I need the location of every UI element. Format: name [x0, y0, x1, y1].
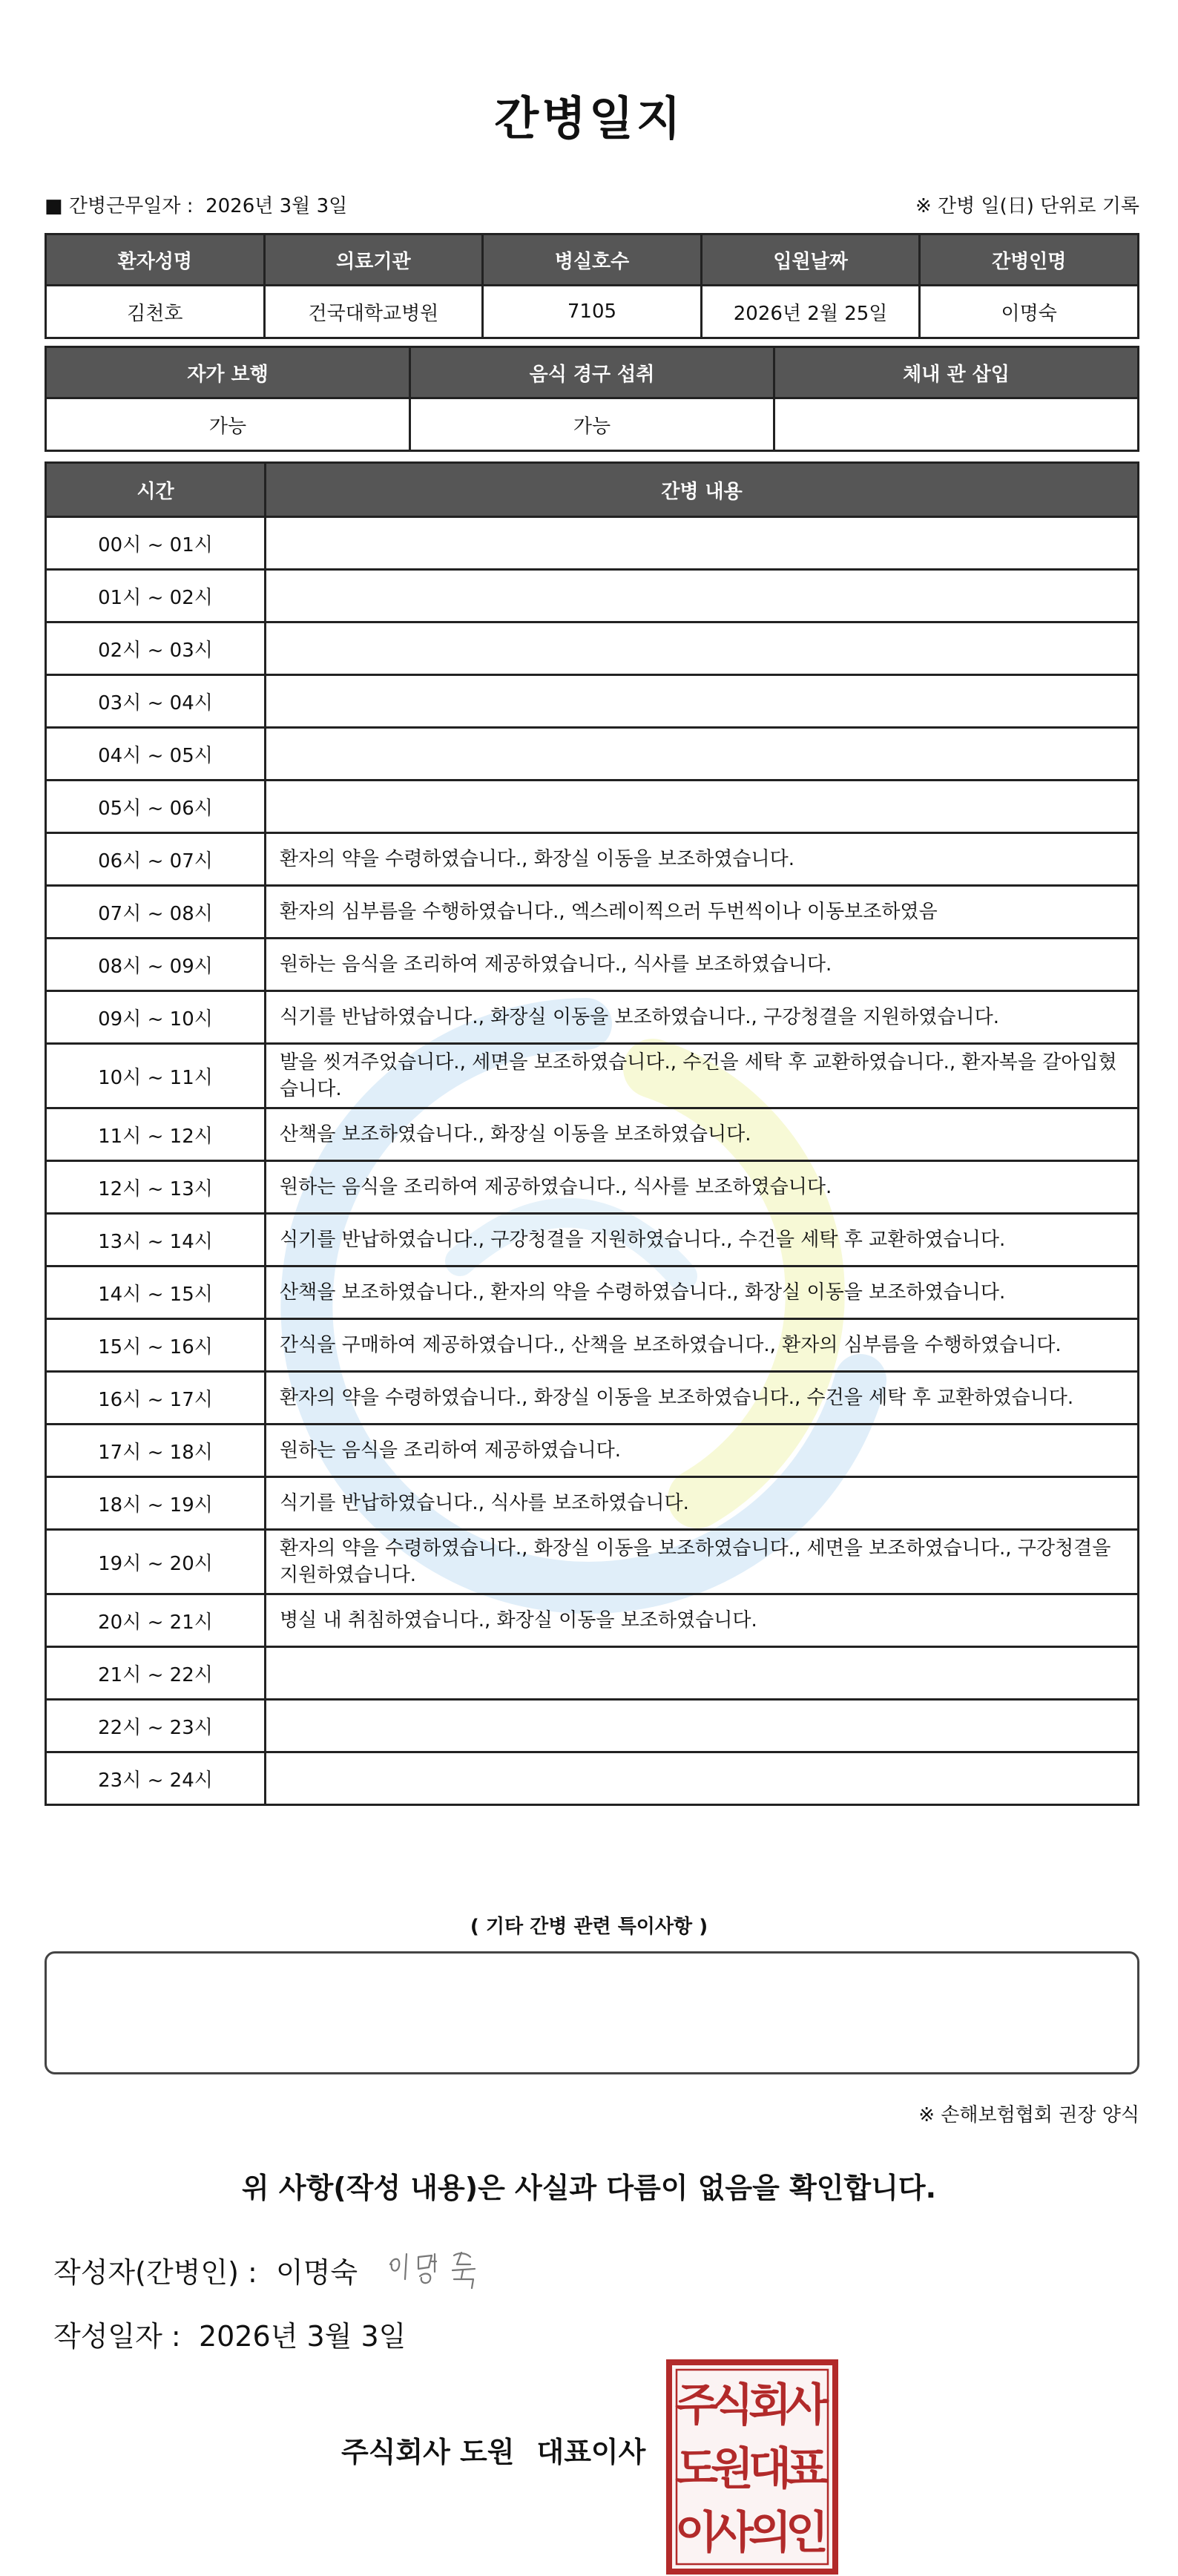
table-row	[46, 622, 1139, 675]
table-row	[46, 1477, 1139, 1530]
svg-text:도: 도	[675, 2443, 718, 2495]
patient-status-table	[45, 346, 1139, 452]
log-time: 21시 ~ 22시	[46, 1647, 266, 1700]
log-time: 07시 ~ 08시	[46, 886, 266, 939]
log-content: 환자의 약을 수령하였습니다., 화장실 이동을 보조하였습니다.	[266, 833, 1139, 886]
table-row	[46, 1266, 1139, 1319]
log-content: 환자의 약을 수령하였습니다., 화장실 이동을 보조하였습니다., 수건을 세탁 후 교환하였습니다.	[266, 1372, 1139, 1425]
table-row	[46, 781, 1139, 833]
log-content	[266, 622, 1139, 675]
table-row	[46, 1108, 1139, 1161]
confirmation-statement: 위 사항(작성 내용)은 사실과 다름이 없음을 확인합니다.	[241, 2172, 937, 2204]
company-seal-stamp	[666, 2359, 838, 2575]
log-time: 02시 ~ 03시	[46, 622, 266, 675]
log-content: 환자의 약을 수령하였습니다., 화장실 이동을 보조하였습니다., 세면을 보조하였습니다., 구강청결을 지원하였습니다.	[266, 1530, 1139, 1594]
work-date	[45, 191, 347, 218]
notes-title: ( 기타 간병 관련 특이사항 )	[470, 1916, 708, 1938]
table-row	[46, 1425, 1139, 1477]
log-content	[266, 1647, 1139, 1700]
patient-header-room: 병실호수	[483, 234, 702, 286]
log-content	[266, 1752, 1139, 1805]
log-time: 23시 ~ 24시	[46, 1752, 266, 1805]
table-row	[46, 1700, 1139, 1752]
log-content	[266, 1700, 1139, 1752]
status-tube	[774, 398, 1139, 451]
svg-text:원: 원	[711, 2443, 754, 2495]
patient-room: 7105	[483, 286, 702, 338]
log-content: 식기를 반납하였습니다., 구강청결을 지원하였습니다., 수건을 세탁 후 교환하였습니다.	[266, 1214, 1139, 1266]
log-time: 16시 ~ 17시	[46, 1372, 266, 1425]
log-time: 14시 ~ 15시	[46, 1266, 266, 1319]
table-row	[46, 833, 1139, 886]
company-line	[341, 2429, 645, 2470]
patient-admission-date: 2026년 2월 25일	[701, 286, 920, 338]
table-row	[46, 728, 1139, 781]
patient-name: 김천호	[46, 286, 265, 338]
document-title: 간병일지	[494, 91, 684, 145]
patient-header-caregiver: 간병인명	[920, 234, 1139, 286]
svg-text:식: 식	[711, 2379, 754, 2431]
table-row	[46, 1647, 1139, 1700]
written-date-value: 2026년 3월 3일	[199, 2320, 407, 2353]
svg-text:인: 인	[786, 2507, 829, 2559]
log-time: 17시 ~ 18시	[46, 1425, 266, 1477]
written-date-line	[53, 2313, 406, 2354]
log-time: 22시 ~ 23시	[46, 1700, 266, 1752]
patient-caregiver: 이명숙	[920, 286, 1139, 338]
table-row	[46, 1372, 1139, 1425]
log-time: 13시 ~ 14시	[46, 1214, 266, 1266]
patient-hospital: 건국대학교병원	[264, 286, 483, 338]
unit-note: ※ 간병 일(日) 단위로 기록	[915, 195, 1139, 217]
patient-info-table	[45, 233, 1139, 339]
status-walking: 가능	[46, 398, 410, 451]
log-time: 03시 ~ 04시	[46, 675, 266, 728]
writer-label: 작성자(간병인) :	[53, 2256, 257, 2289]
log-time: 05시 ~ 06시	[46, 781, 266, 833]
log-content: 식기를 반납하였습니다., 화장실 이동을 보조하였습니다., 구강청결을 지원하였습니다.	[266, 991, 1139, 1044]
patient-header-name: 환자성명	[46, 234, 265, 286]
notes-box	[45, 1951, 1139, 2074]
log-content: 원하는 음식을 조리하여 제공하였습니다.	[266, 1425, 1139, 1477]
table-row	[46, 939, 1139, 991]
log-time: 04시 ~ 05시	[46, 728, 266, 781]
log-header-time: 시간	[46, 463, 266, 517]
log-content	[266, 675, 1139, 728]
svg-text:주: 주	[675, 2379, 718, 2431]
table-row	[46, 1752, 1139, 1805]
svg-text:사: 사	[786, 2379, 829, 2431]
log-time: 09시 ~ 10시	[46, 991, 266, 1044]
log-content: 발을 씻겨주었습니다., 세면을 보조하였습니다., 수건을 세탁 후 교환하였습니다., 환자복을 갈아입혔습니다.	[266, 1044, 1139, 1108]
svg-text:사: 사	[711, 2507, 754, 2559]
log-header-content: 간병 내용	[266, 463, 1139, 517]
status-header-oral-intake: 음식 경구 섭취	[410, 347, 774, 398]
svg-text:이: 이	[675, 2507, 718, 2559]
log-content: 간식을 구매하여 제공하였습니다., 산책을 보조하였습니다., 환자의 심부름을 수행하였습니다.	[266, 1319, 1139, 1372]
signature-image	[383, 2235, 501, 2294]
svg-text:대: 대	[748, 2443, 792, 2495]
log-time: 20시 ~ 21시	[46, 1594, 266, 1647]
log-time: 12시 ~ 13시	[46, 1161, 266, 1214]
log-time: 11시 ~ 12시	[46, 1108, 266, 1161]
log-content: 식기를 반납하였습니다., 식사를 보조하였습니다.	[266, 1477, 1139, 1530]
log-content: 원하는 음식을 조리하여 제공하였습니다., 식사를 보조하였습니다.	[266, 939, 1139, 991]
table-row	[46, 1161, 1139, 1214]
status-header-tube: 체내 관 삽입	[774, 347, 1139, 398]
log-content	[266, 728, 1139, 781]
log-content: 산책을 보조하였습니다., 환자의 약을 수령하였습니다., 화장실 이동을 보조하였습니다.	[266, 1266, 1139, 1319]
work-info-row	[45, 191, 1139, 220]
log-content	[266, 781, 1139, 833]
log-content	[266, 570, 1139, 622]
table-row	[46, 1319, 1139, 1372]
status-oral-intake: 가능	[410, 398, 774, 451]
log-time: 15시 ~ 16시	[46, 1319, 266, 1372]
patient-header-admission-date: 입원날짜	[701, 234, 920, 286]
work-date-value: 2026년 3월 3일	[205, 195, 348, 217]
svg-text:회: 회	[748, 2379, 792, 2431]
log-time: 19시 ~ 20시	[46, 1530, 266, 1594]
log-time: 06시 ~ 07시	[46, 833, 266, 886]
log-time: 00시 ~ 01시	[46, 517, 266, 570]
representative-title: 대표이사	[536, 2436, 646, 2468]
writer-name: 이명숙	[276, 2256, 358, 2289]
care-log-table	[45, 461, 1139, 1806]
table-row	[46, 1530, 1139, 1594]
table-row	[46, 991, 1139, 1044]
form-note: ※ 손해보험협회 권장 양식	[918, 2104, 1139, 2126]
care-log-body	[46, 517, 1139, 1805]
work-date-label: ■ 간병근무일자 :	[45, 195, 194, 217]
table-row	[46, 570, 1139, 622]
table-row	[46, 1214, 1139, 1266]
log-content: 산책을 보조하였습니다., 화장실 이동을 보조하였습니다.	[266, 1108, 1139, 1161]
log-content: 환자의 심부름을 수행하였습니다., 엑스레이찍으러 두번씩이나 이동보조하였음	[266, 886, 1139, 939]
writer-line	[53, 2250, 358, 2290]
log-content: 병실 내 취침하였습니다., 화장실 이동을 보조하였습니다.	[266, 1594, 1139, 1647]
table-row	[46, 675, 1139, 728]
log-time: 10시 ~ 11시	[46, 1044, 266, 1108]
log-content	[266, 517, 1139, 570]
table-row	[46, 1044, 1139, 1108]
company-name: 주식회사 도원	[341, 2436, 515, 2468]
table-row	[46, 517, 1139, 570]
table-row	[46, 1594, 1139, 1647]
svg-text:표: 표	[786, 2443, 829, 2495]
table-row	[46, 886, 1139, 939]
log-time: 08시 ~ 09시	[46, 939, 266, 991]
log-time: 18시 ~ 19시	[46, 1477, 266, 1530]
status-header-walking: 자가 보행	[46, 347, 410, 398]
written-date-label: 작성일자 :	[53, 2320, 181, 2353]
log-content: 원하는 음식을 조리하여 제공하였습니다., 식사를 보조하였습니다.	[266, 1161, 1139, 1214]
svg-text:의: 의	[748, 2507, 792, 2559]
patient-header-hospital: 의료기관	[264, 234, 483, 286]
log-time: 01시 ~ 02시	[46, 570, 266, 622]
